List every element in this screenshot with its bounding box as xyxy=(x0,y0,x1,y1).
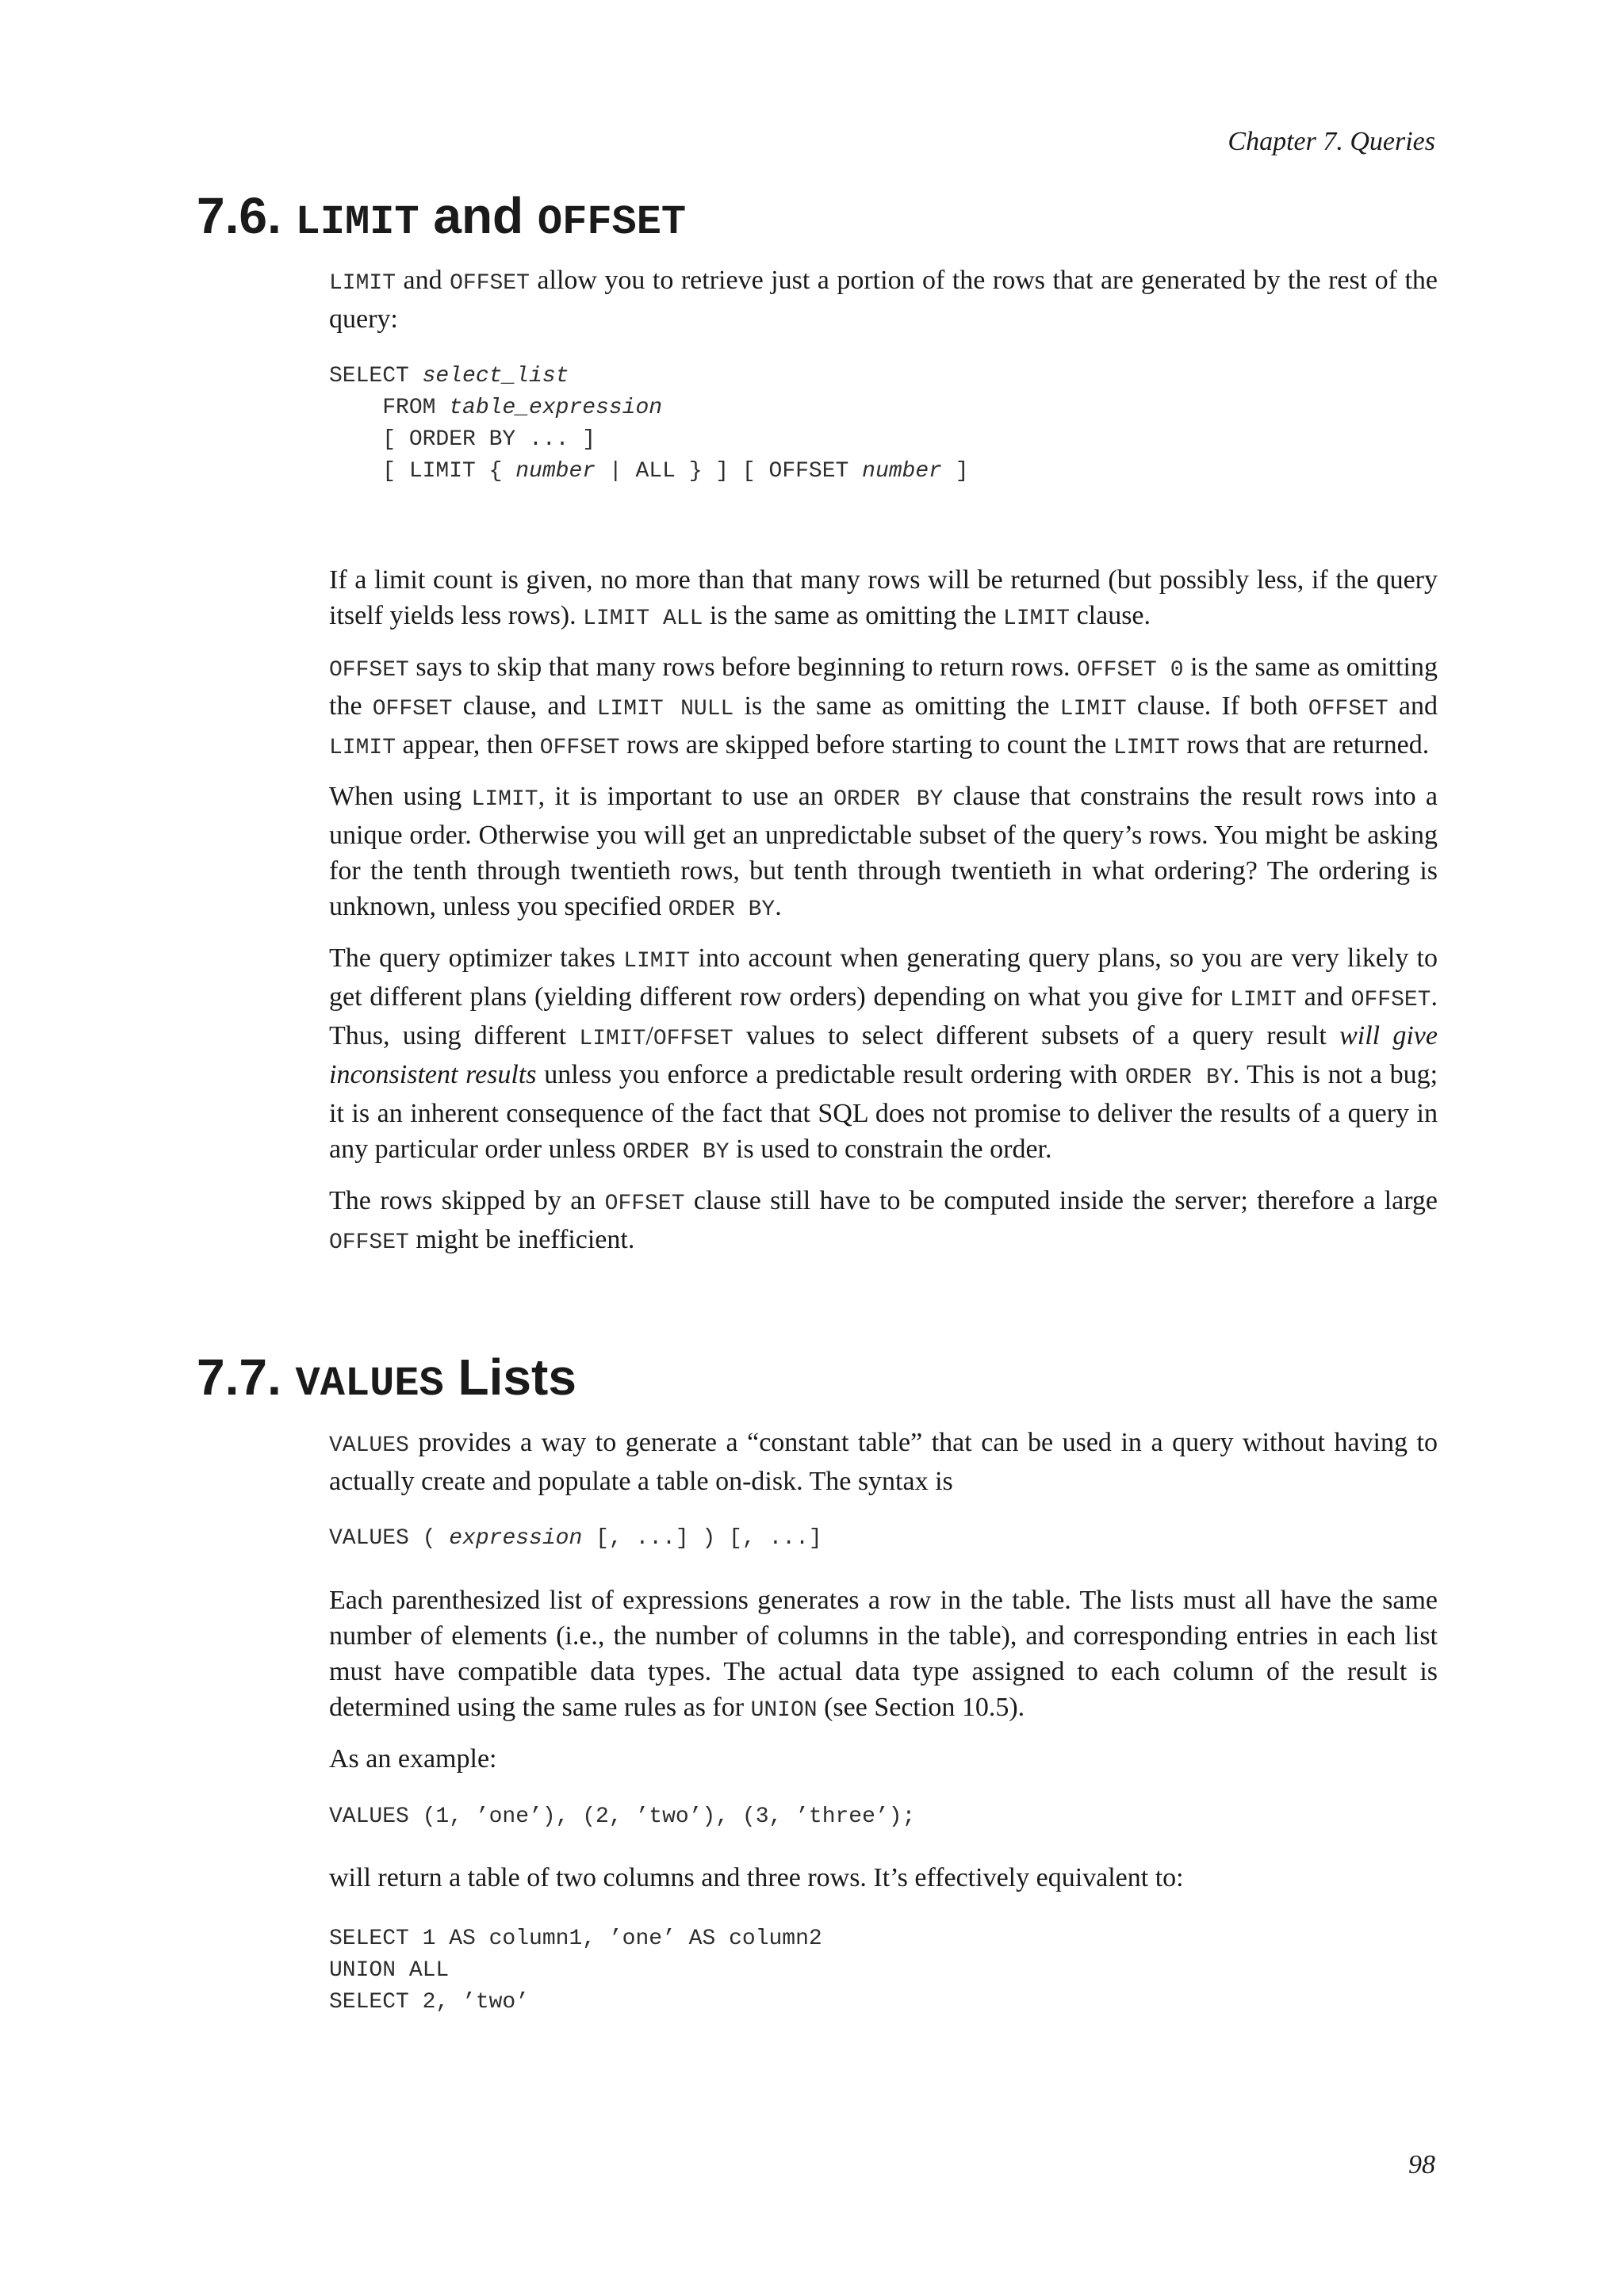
text: . This is not a bug; it is an inherent consequence of the fact that SQL does not promise to deliver the results of a query in any particular order unless xyxy=(329,1060,1438,1164)
text: is the same as omitting the xyxy=(733,691,1060,721)
text: allow you to retrieve just a portion of the rows that are generated by the rest of the query: xyxy=(329,266,1438,334)
code-placeholder: select_list xyxy=(422,364,569,388)
section-7-6-intro xyxy=(329,262,1438,350)
text: is used to constrain the order. xyxy=(729,1135,1052,1164)
emphasis-text: will give inconsistent results xyxy=(329,1021,1438,1089)
text: / xyxy=(645,1021,653,1050)
text: and xyxy=(1388,691,1438,721)
code-text: | ALL } ] [ OFFSET xyxy=(596,459,863,484)
heading-keyword: VALUES xyxy=(295,1360,444,1407)
inline-code: OFFSET xyxy=(329,658,409,683)
paragraph xyxy=(329,1183,1438,1261)
inline-code: OFFSET xyxy=(372,697,453,721)
heading-keyword: LIMIT xyxy=(295,199,419,246)
running-header: Chapter 7. Queries xyxy=(1228,127,1435,156)
text: The rows skipped by an xyxy=(329,1186,605,1215)
values-example xyxy=(329,1801,1438,1833)
inline-code: LIMIT NULL xyxy=(596,697,734,721)
inline-code: ORDER BY xyxy=(668,897,776,922)
text: . xyxy=(775,892,782,921)
inline-code: LIMIT xyxy=(471,787,538,812)
heading-word: Lists xyxy=(458,1349,576,1406)
text: provides a way to generate a “constant table” that can be used in a query without having to actually create and populate a table on-disk. The syntax is xyxy=(329,1428,1438,1496)
text: into account when generating query plans, so you are very likely to get different plans (yielding different row orders) depending on what you give for xyxy=(329,943,1438,1012)
section-heading-limit-offset xyxy=(197,187,687,246)
inline-code: ORDER BY xyxy=(833,787,944,812)
inline-code: VALUES xyxy=(329,1433,409,1458)
code-text: ] xyxy=(941,459,969,484)
inline-code: LIMIT xyxy=(1113,736,1180,760)
code-text: VALUES ( xyxy=(329,1526,450,1551)
paragraph: As an example: xyxy=(329,1744,497,1774)
inline-code: OFFSET xyxy=(653,1027,733,1051)
text: The query optimizer takes xyxy=(329,943,624,973)
inline-code: OFFSET 0 xyxy=(1077,658,1184,683)
code-text: SELECT xyxy=(329,364,423,388)
inline-code: OFFSET xyxy=(604,1192,685,1216)
values-synopsis xyxy=(329,1523,1438,1555)
section-7-6-body xyxy=(329,562,1438,1273)
code-text: FROM xyxy=(329,396,450,420)
inline-code: OFFSET xyxy=(1308,697,1388,721)
text: Each parenthesized list of expressions generates a row in the table. The lists must all have the same number of elements (i.e., the number of columns in the table), and corresponding entries in each list must have compatible data types. The actual data type assigned to each column of the result is determined using the same rules as for xyxy=(329,1586,1438,1722)
inline-code: LIMIT xyxy=(329,736,396,760)
section-7-7-after-example xyxy=(329,1860,1438,1908)
text: rows are skipped before starting to count the xyxy=(619,730,1113,760)
section-7-7-intro xyxy=(329,1425,1438,1512)
code-placeholder: number xyxy=(515,459,596,484)
code-placeholder: expression xyxy=(449,1526,583,1551)
text: If a limit count is given, no more than that many rows will be returned (but possibly less, if the query itself yields less rows). xyxy=(329,565,1438,630)
union-example xyxy=(329,1923,1438,2019)
text: and xyxy=(1297,982,1351,1012)
inline-code: UNION xyxy=(750,1698,818,1723)
text: is the same as omitting the xyxy=(703,601,1004,630)
section-number: 7.6. xyxy=(197,187,282,244)
inline-code: OFFSET xyxy=(539,736,620,760)
inline-code: ORDER BY xyxy=(1124,1066,1233,1090)
text: is the same as omitting the xyxy=(329,652,1438,721)
paragraph xyxy=(329,1425,1438,1499)
text: clause. xyxy=(1070,601,1151,630)
text: values to select different subsets of a query result xyxy=(733,1021,1340,1050)
inline-code: LIMIT xyxy=(1230,988,1297,1012)
page-number: 98 xyxy=(1408,2150,1435,2179)
paragraph xyxy=(329,1582,1438,1728)
text: appear, then xyxy=(396,730,540,760)
limit-offset-synopsis xyxy=(329,361,1438,488)
inline-code: OFFSET xyxy=(450,271,530,296)
code-placeholder: table_expression xyxy=(449,396,663,420)
text: clause still have to be computed inside the server; therefore a large xyxy=(684,1186,1438,1215)
heading-keyword: OFFSET xyxy=(537,199,687,246)
section-7-7-body xyxy=(329,1582,1438,1789)
inline-code: LIMIT xyxy=(1059,697,1127,721)
text: (see Section 10.5). xyxy=(817,1693,1025,1722)
code-block xyxy=(329,1523,1438,1555)
inline-code: LIMIT xyxy=(1003,607,1071,631)
paragraph xyxy=(329,779,1438,928)
text: clause, and xyxy=(452,691,597,721)
code-block xyxy=(329,361,1438,488)
code-text: [ ORDER BY ... ] xyxy=(329,427,596,452)
text: and xyxy=(396,266,450,295)
code-text: [, ...] ) [, ...] xyxy=(582,1526,822,1551)
text: clause that constrains the result rows into a unique order. Otherwise you will get an unpredictable subset of the query’s rows. You might be asking for the tenth through twentieth rows, but tenth through twentieth in what ordering? The ordering is unknown, unless you specified xyxy=(329,782,1438,921)
text: might be inefficient. xyxy=(408,1225,635,1254)
section-heading-values-lists xyxy=(197,1349,576,1407)
section-number: 7.7. xyxy=(197,1349,282,1406)
paragraph xyxy=(329,940,1438,1170)
heading-word: and xyxy=(433,187,524,244)
code-text: [ LIMIT { xyxy=(329,459,516,484)
code-placeholder: number xyxy=(862,459,942,484)
text: clause. If both xyxy=(1126,691,1308,721)
text: unless you enforce a predictable result ordering with xyxy=(536,1060,1125,1089)
inline-code: OFFSET xyxy=(329,1230,409,1255)
inline-code: LIMIT xyxy=(579,1027,646,1051)
text: , it is important to use an xyxy=(538,782,834,811)
inline-code: LIMIT xyxy=(623,949,691,974)
inline-code: OFFSET xyxy=(1350,988,1431,1012)
code-block: VALUES (1, ’one’), (2, ’two’), (3, ’three’); xyxy=(329,1804,916,1829)
text: When using xyxy=(329,782,472,811)
paragraph: will return a table of two columns and three rows. It’s effectively equivalent to: xyxy=(329,1863,1184,1892)
text: says to skip that many rows before beginning to return rows. xyxy=(408,652,1078,682)
paragraph xyxy=(329,262,1438,337)
text: rows that are returned. xyxy=(1179,730,1430,760)
paragraph xyxy=(329,562,1438,637)
inline-code: LIMIT xyxy=(329,271,396,296)
inline-code: LIMIT ALL xyxy=(583,607,703,631)
inline-code: ORDER BY xyxy=(622,1140,730,1165)
text: . Thus, using different xyxy=(329,982,1438,1050)
paragraph xyxy=(329,649,1438,766)
code-block: SELECT 1 AS column1, ’one’ AS column2 UNION ALL SELECT 2, ’two’ xyxy=(329,1927,822,2015)
